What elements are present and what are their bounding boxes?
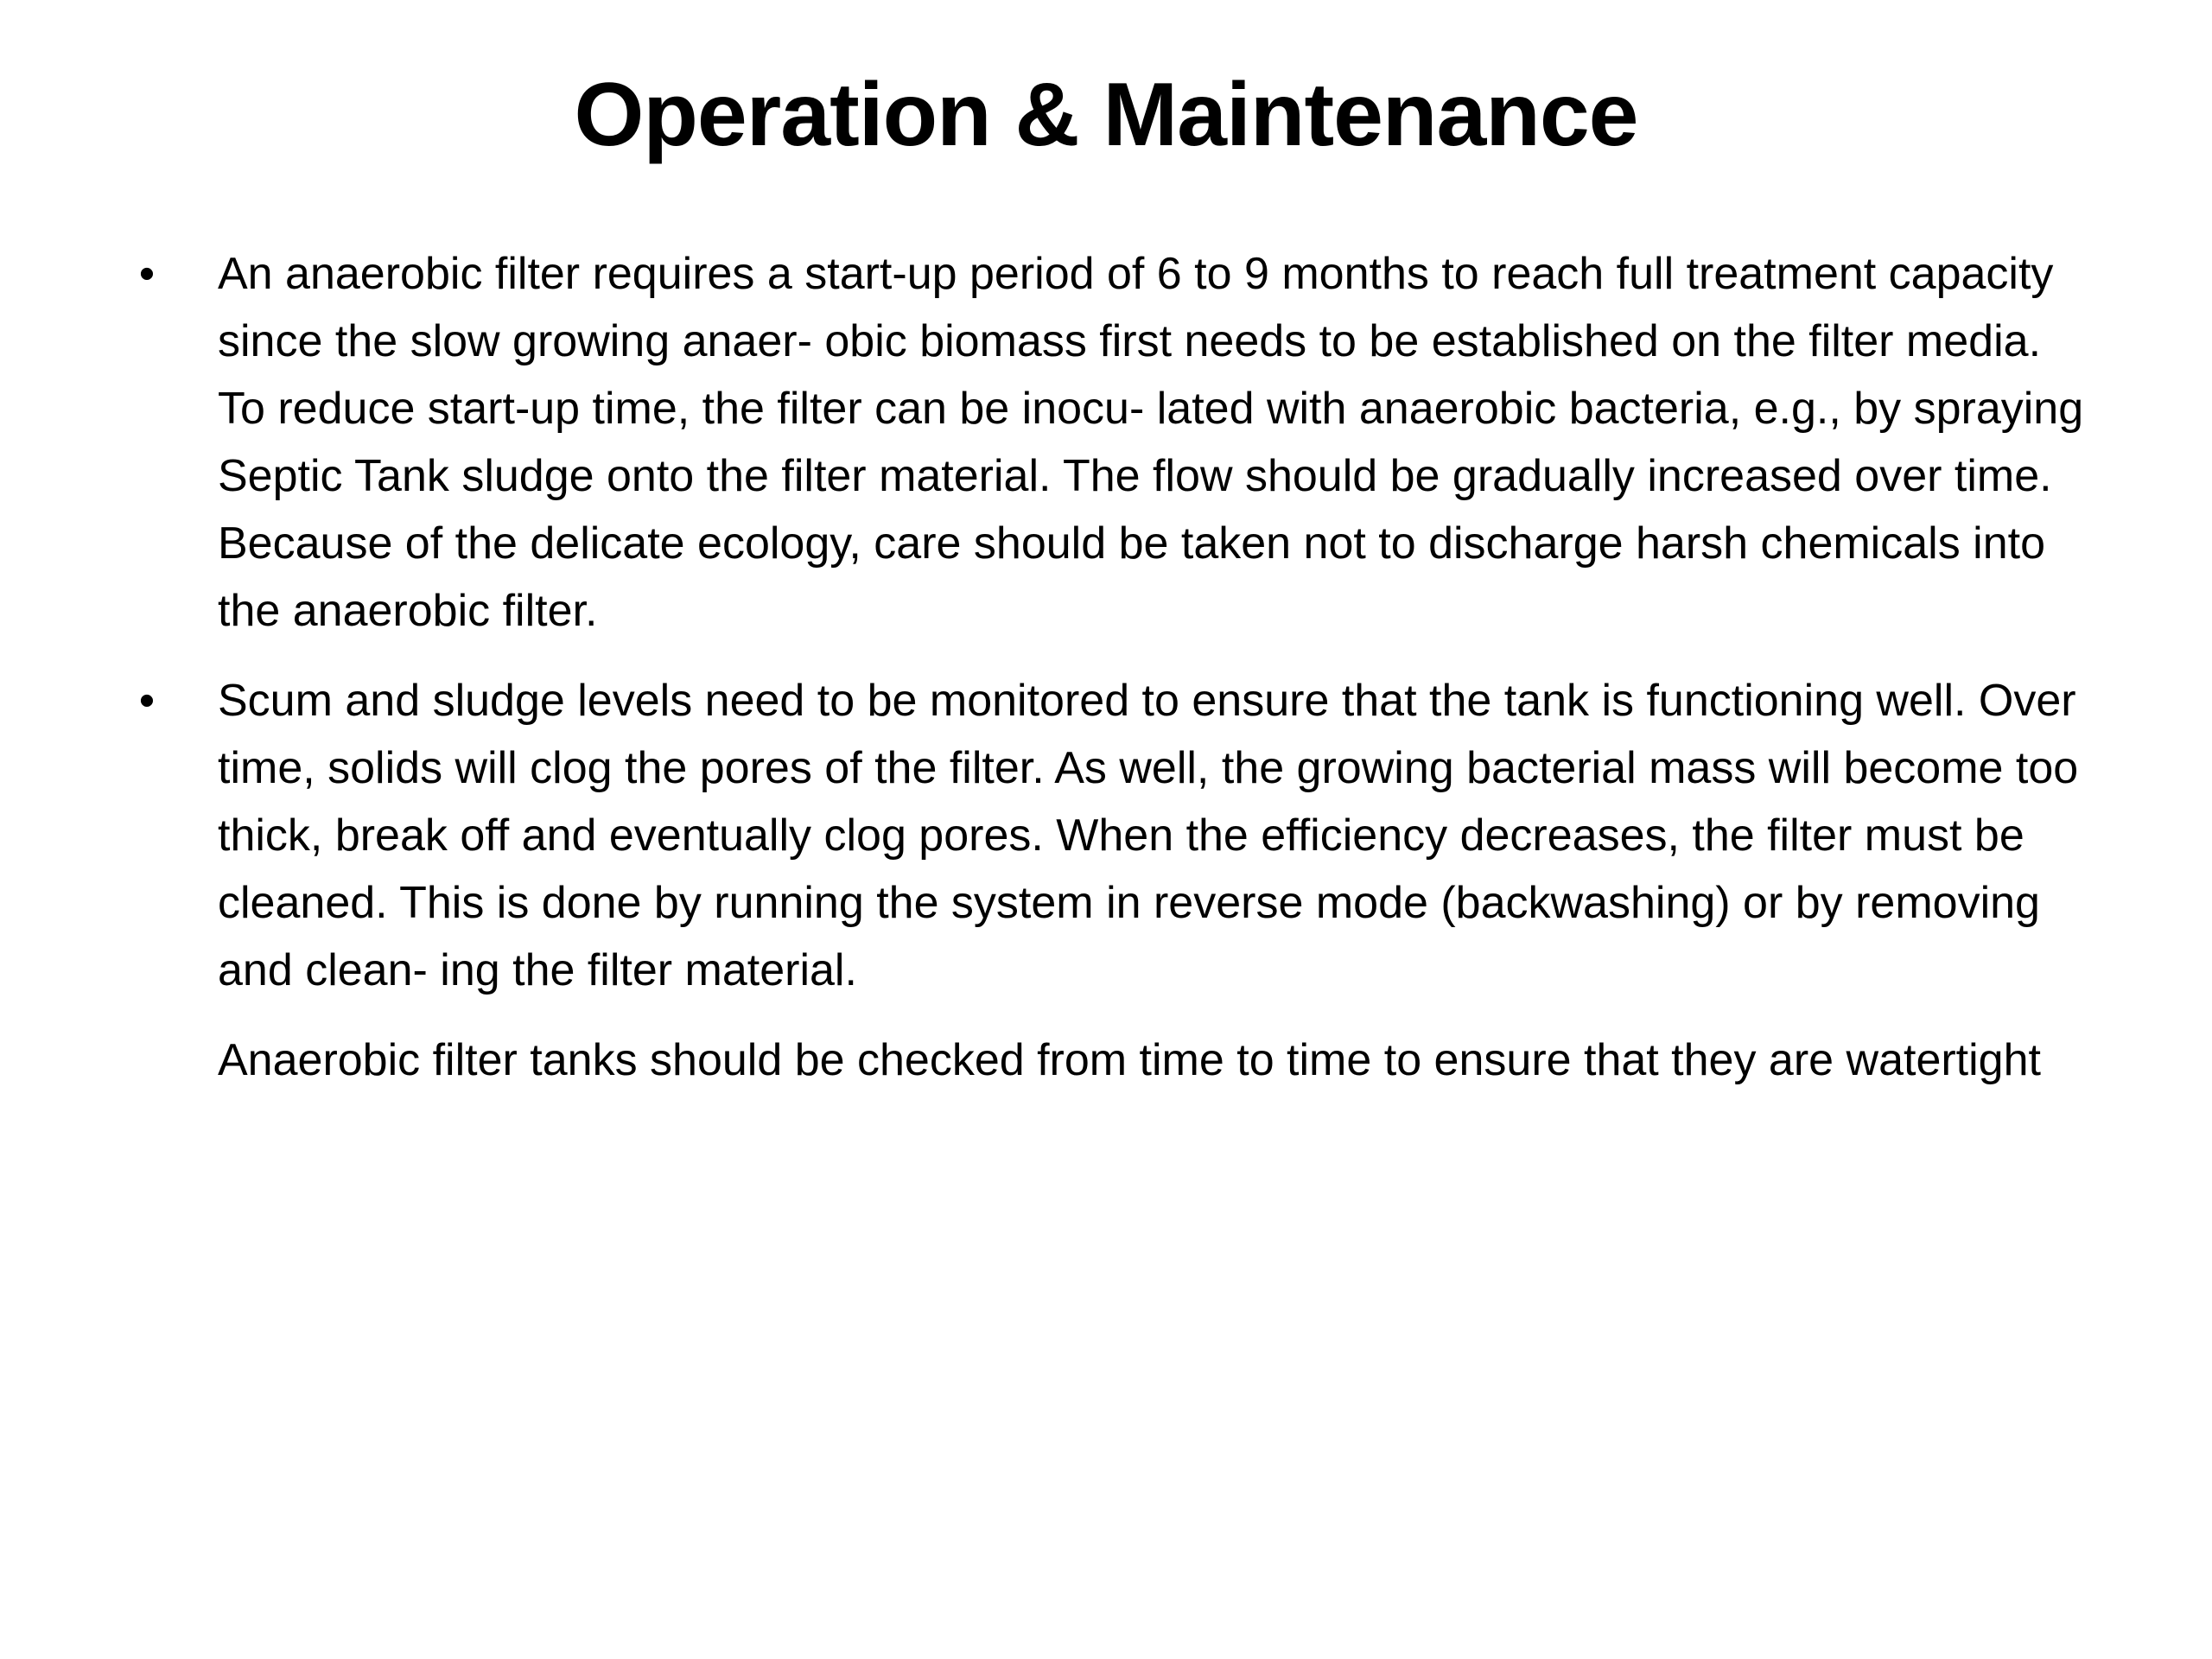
bullet-item-1 [130,240,2100,645]
bullet-icon: • [138,249,156,299]
continuation-paragraph [130,1027,2100,1094]
slide-title: Operation & Maintenance [574,65,1638,165]
bullet-item-2 [130,667,2100,1004]
slide-content [130,240,2100,1094]
bullet-text-1: An anaerobic filter requires a start-up period of 6 to 9 months to reach full treatment capacity since the slow growing anaer- obic biomass first needs to be established on the filter media. To reduce start-up time, the filter can be inocu- lated with anaerobic bacteria, e.g., by spraying Septic Tank sludge onto the filter material. The flow should be gradually increased over time. Because of the delicate ecology, care should be taken not to discharge harsh chemicals into the anaerobic filter. [218,249,2084,636]
bullet-text-2: Scum and sludge levels need to be monitored to ensure that the tank is functioning well. Over time, solids will clog the pores of the filter. As well, the growing bacterial mass will become too thick, break off and eventually clog pores. When the efficiency decreases, the filter must be cleaned. This is done by running the system in reverse mode (backwashing) or by removing and clean- ing the filter material. [218,676,2079,995]
continuation-text: Anaerobic filter tanks should be checked from time to time to ensure that they are watertight [218,1035,2041,1085]
bullet-icon: • [138,676,156,726]
